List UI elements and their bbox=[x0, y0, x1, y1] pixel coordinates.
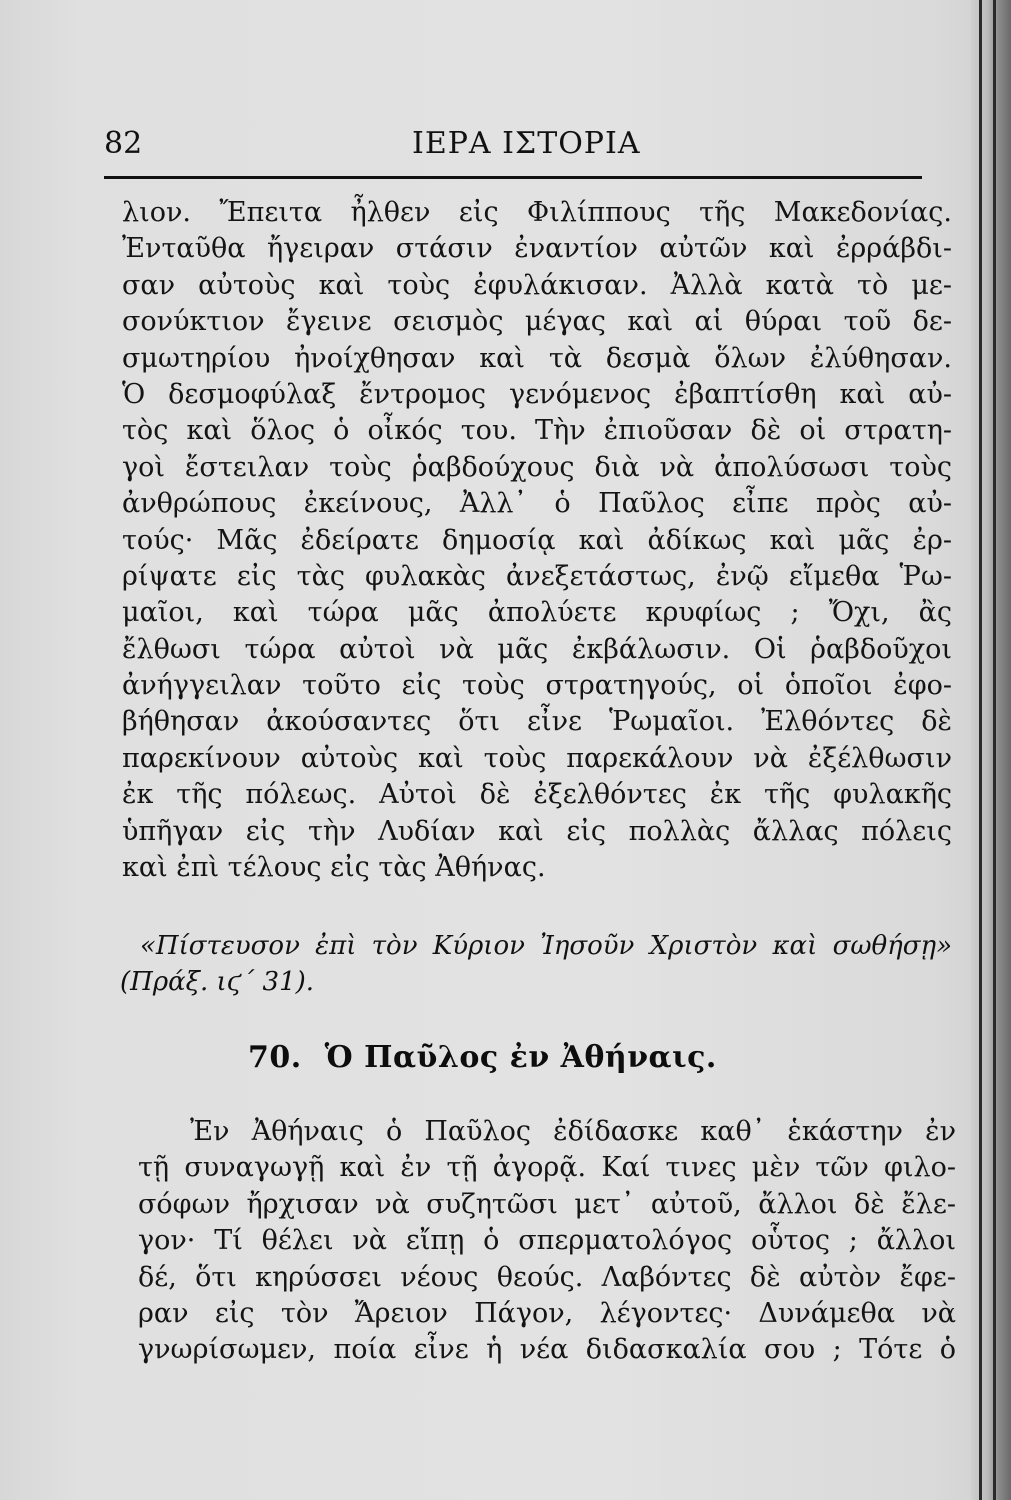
text-line: γον· Τί θέλει νὰ εἴπῃ ὁ σπερματολόγος οὗτος ; ἄλλοι bbox=[138, 1225, 956, 1257]
quote-text: «Πίστευσον ἐπὶ τὸν Κύριον Ἰησοῦν Χριστὸν καὶ σωθήσῃ» bbox=[140, 931, 952, 961]
text-line: σόφων ἤρχισαν νὰ συζητῶσι μετ᾽ αὐτοῦ, ἄλλοι δὲ ἔλε- bbox=[138, 1188, 956, 1220]
paragraph-apostle-paul-philippi bbox=[122, 195, 952, 886]
text-line: καὶ ἐπὶ τέλους εἰς τὰς Ἀθήνας. bbox=[122, 852, 546, 884]
running-head bbox=[104, 126, 916, 170]
text-line: βήθησαν ἀκούσαντες ὅτι εἶνε Ῥωμαῖοι. Ἐλθόντες δὲ bbox=[122, 706, 952, 738]
text-line: μαῖοι, καὶ τώρα μᾶς ἀπολύετε κρυφίως ; Ὄχι, ἂς bbox=[122, 597, 952, 629]
text-line: τῇ συναγωγῇ καὶ ἐν τῇ ἀγορᾷ. Καί τινες μὲν τῶν φιλο- bbox=[138, 1152, 956, 1184]
text-line: γνωρίσωμεν, ποία εἶνε ἡ νέα διδασκαλία σου ; Τότε ὁ bbox=[138, 1334, 956, 1366]
text-line: γοὶ ἔστειλαν τοὺς ῥαβδούχους διὰ νὰ ἀπολύσωσι τοὺς bbox=[122, 451, 952, 483]
page-number: 82 bbox=[104, 126, 143, 161]
text-line: Ἐν Ἀθήναις ὁ Παῦλος ἐδίδασκε καθ᾽ ἑκάστην ἐν bbox=[190, 1116, 956, 1147]
running-head-title: ΙΕΡΑ ΙΣΤΟΡΙΑ bbox=[412, 126, 641, 161]
text-line: ρίψατε εἰς τὰς φυλακὰς ἀνεξετάστως, ἐνῷ εἴμεθα Ῥω- bbox=[122, 560, 952, 592]
text-line: ὑπῆγαν εἰς τὴν Λυδίαν καὶ εἰς πολλὰς ἄλλας πόλεις bbox=[122, 815, 952, 847]
spine-edge-line bbox=[979, 0, 982, 1500]
text-line: τὸς καὶ ὅλος ὁ οἶκός του. Τὴν ἐπιοῦσαν δὲ οἱ στρατη- bbox=[122, 415, 952, 447]
header-rule bbox=[104, 176, 922, 179]
section-heading bbox=[248, 1040, 717, 1075]
text-line: τούς· Μᾶς ἐδείρατε δημοσίᾳ καὶ ἀδίκως καὶ μᾶς ἐρ- bbox=[122, 524, 952, 556]
text-line: σονύκτιον ἔγεινε σεισμὸς μέγας καὶ αἱ θύραι τοῦ δε- bbox=[122, 306, 952, 338]
quote-reference: (Πράξ. ιϛ΄ 31). bbox=[120, 967, 315, 997]
text-line: Ὁ δεσμοφύλαξ ἔντρομος γενόμενος ἐβαπτίσθη καὶ αὐ- bbox=[122, 378, 952, 410]
text-line: σμωτηρίου ἠνοίχθησαν καὶ τὰ δεσμὰ ὅλων ἐλύθησαν. bbox=[122, 342, 952, 374]
text-line: Ἐνταῦθα ἤγειραν στάσιν ἐναντίον αὐτῶν καὶ ἐρράβδι- bbox=[122, 233, 952, 265]
section-number: 70. bbox=[248, 1040, 302, 1075]
text-line: ραν εἰς τὸν Ἄρειον Πάγον, λέγοντες· Δυνάμεθα νὰ bbox=[138, 1297, 956, 1329]
text-line: ἐκ τῆς πόλεως. Αὐτοὶ δὲ ἐξελθόντες ἐκ τῆς φυλακῆς bbox=[122, 779, 952, 811]
text-line: παρεκίνουν αὐτοὺς καὶ τοὺς παρεκάλουν νὰ ἐξέλθωσιν bbox=[122, 742, 952, 774]
text-line: ἀνήγγειλαν τοῦτο εἰς τοὺς στρατηγούς, οἱ ὁποῖοι ἐφο- bbox=[122, 670, 952, 702]
section-title: Ὁ Παῦλος ἐν Ἀθήναις. bbox=[324, 1040, 717, 1075]
paragraph-paul-in-athens bbox=[138, 1114, 956, 1369]
text-line: δέ, ὅτι κηρύσσει νέους θεούς. Λαβόντες δὲ αὐτὸν ἔφε- bbox=[138, 1261, 956, 1293]
text-line: ἔλθωσι τώρα αὐτοὶ νὰ μᾶς ἐκβάλωσιν. Οἱ ῥαβδοῦχοι bbox=[122, 633, 952, 665]
text-line: ἀνθρώπους ἐκείνους, Ἀλλ᾽ ὁ Παῦλος εἶπε πρὸς αὐ- bbox=[122, 488, 952, 520]
book-spine-shadow bbox=[971, 0, 1011, 1500]
spine-edge-line bbox=[993, 0, 996, 1500]
text-line: σαν αὐτοὺς καὶ τοὺς ἐφυλάκισαν. Ἀλλὰ κατὰ τὸ με- bbox=[122, 269, 952, 301]
scripture-quote bbox=[120, 928, 952, 1000]
text-line: λιον. Ἔπειτα ἦλθεν εἰς Φιλίππους τῆς Μακεδονίας. bbox=[122, 197, 952, 228]
